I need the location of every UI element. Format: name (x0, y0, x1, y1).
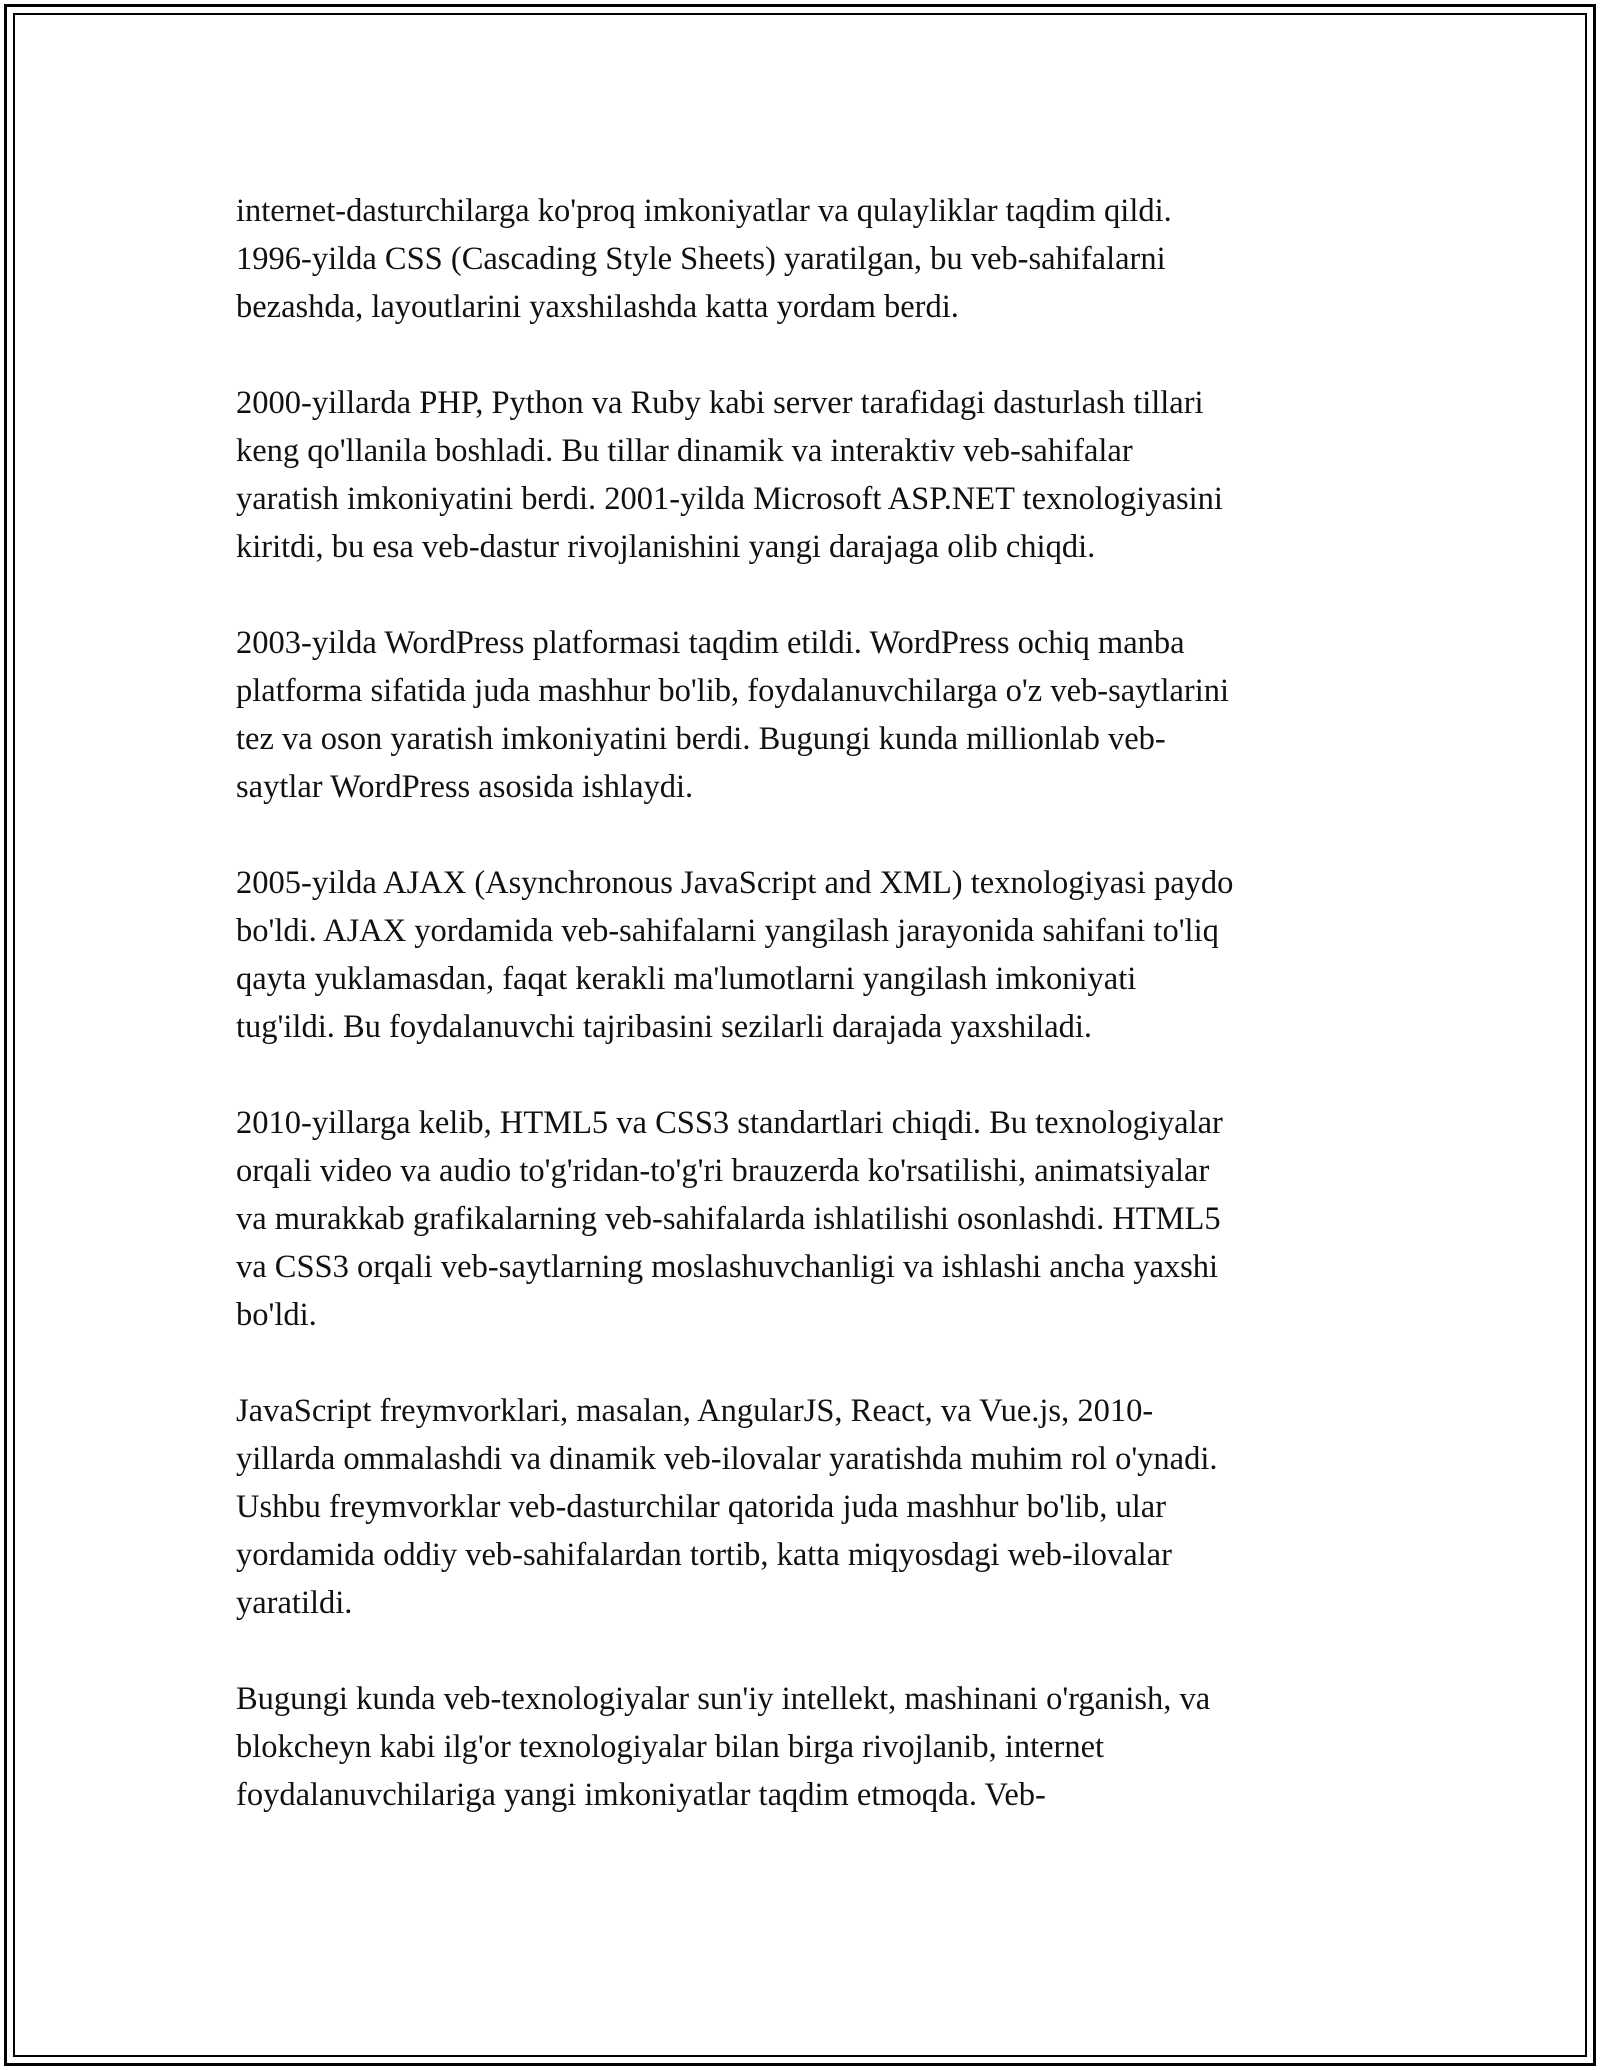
paragraph-ajax: 2005-yilda AJAX (Asynchronous JavaScript and XML) texnologiyasi paydo bo'ldi. AJAX yordamida veb-sahifalarni yangilash jarayonida sahifani to'liq qayta yuklamasdan, faqat kerakli ma'lumotlarni yangilash imkoniyati tug'ildi. Bu foydalanuvchi tajribasini sezilarli darajada yaxshiladi. (236, 865, 1234, 1045)
paragraph-modern-web: Bugungi kunda veb-texnologiyalar sun'iy intellekt, mashinani o'rganish, va blokcheyn kabi ilg'or texnologiyalar bilan birga rivojlanib, internet foydalanuvchilariga yangi imkoniyatlar taqdim etmoqda. Veb- (236, 1681, 1211, 1813)
paragraph-css-history: internet-dasturchilarga ko'proq imkoniyatlar va qulayliklar taqdim qildi. 1996-yilda CSS (Cascading Style Sheets) yaratilgan, bu veb-sahifalarni bezashda, layoutlarini yaxshilashda katta yordam berdi. (236, 193, 1172, 325)
paragraph-js-frameworks: JavaScript freymvorklari, masalan, AngularJS, React, va Vue.js, 2010- yillarda ommalashdi va dinamik veb-ilovalar yaratishda muhim rol o'ynadi. Ushbu freymvorklar veb-dasturchilar qatorida juda mashhur bo'lib, ular yordamida oddiy veb-sahifalardan tortib, katta miqyosdagi web-ilovalar yaratildi. (236, 1393, 1218, 1621)
paragraph-server-languages: 2000-yillarda PHP, Python va Ruby kabi server tarafidagi dasturlash tillari keng qo'llanila boshladi. Bu tillar dinamik va interaktiv veb-sahifalar yaratish imkoniyatini berdi. 2001-yilda Microsoft ASP.NET texnologiyasini kiritdi, bu esa veb-dastur rivojlanishini yangi darajaga olib chiqdi. (236, 385, 1223, 565)
document-body (236, 187, 1376, 1867)
paragraph-wordpress: 2003-yilda WordPress platformasi taqdim etildi. WordPress ochiq manba platforma sifatida juda mashhur bo'lib, foydalanuvchilarga o'z veb-saytlarini tez va oson yaratish imkoniyatini berdi. Bugungi kunda millionlab veb- saytlar WordPress asosida ishlaydi. (236, 625, 1230, 805)
paragraph-html5-css3: 2010-yillarga kelib, HTML5 va CSS3 standartlari chiqdi. Bu texnologiyalar orqali video va audio to'g'ridan-to'g'ri brauzerda ko'rsatilishi, animatsiyalar va murakkab grafikalarning veb-sahifalarda ishlatilishi osonlashdi. HTML5 va CSS3 orqali veb-saytlarning moslashuvchanligi va ishlashi ancha yaxshi bo'ldi. (236, 1105, 1223, 1333)
